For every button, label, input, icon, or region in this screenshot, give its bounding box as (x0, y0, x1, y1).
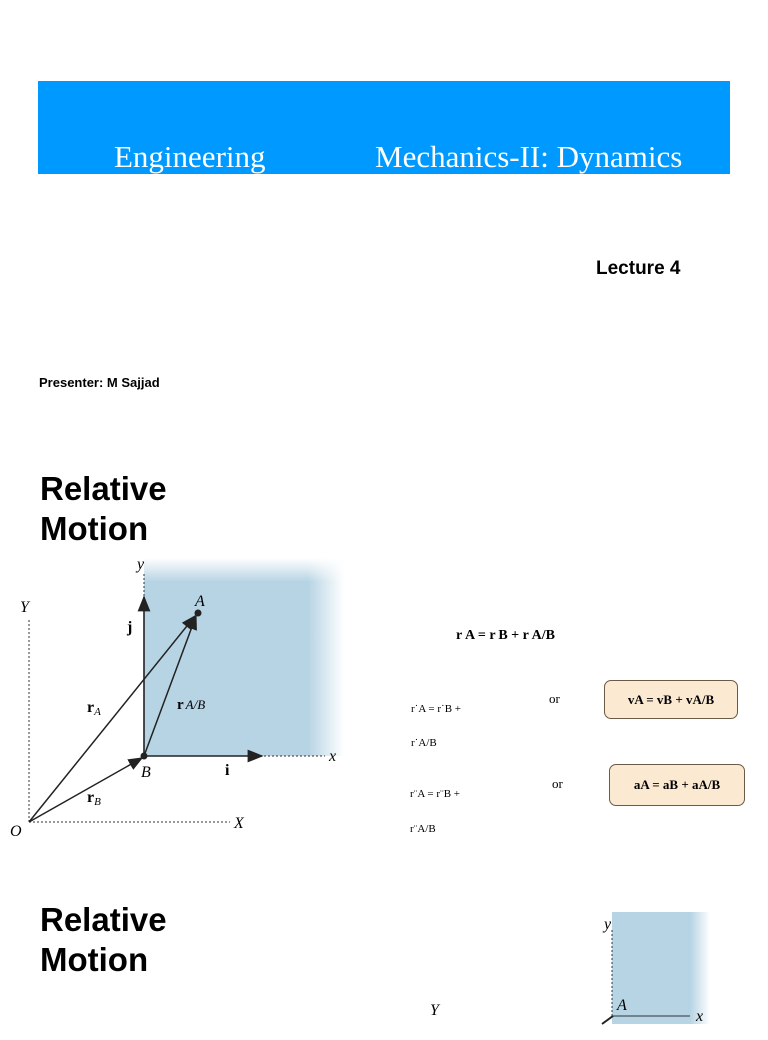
origin-label: O (10, 823, 22, 840)
point-a-dot (195, 610, 202, 617)
moving-x-label-2: x (696, 1008, 704, 1025)
title-engineering: Engineering (114, 139, 266, 174)
moving-y-label-2: y (604, 916, 612, 933)
heading-line-1: Relative (40, 901, 167, 938)
fixed-y-label: Y (20, 599, 29, 616)
acceleration-derivative-line-2: r¨A/B (410, 823, 436, 835)
relative-motion-diagram-2 (420, 900, 750, 1040)
fixed-x-label: X (234, 815, 244, 832)
position-equation: r A = r B + r A/B (456, 628, 556, 643)
velocity-derivative-line-2: r˙A/B (411, 737, 437, 749)
unit-i-label: i (225, 762, 230, 779)
point-b-dot (141, 753, 148, 760)
relative-motion-diagram (0, 550, 360, 850)
label-r-b: rB (87, 789, 101, 808)
heading-line-1: Relative (40, 470, 167, 507)
unit-j-label: j (127, 619, 133, 636)
vector-r-b (29, 758, 142, 822)
label-r-a: rA (87, 699, 101, 718)
or-label-acceleration: or (552, 776, 563, 791)
heading-line-2: Motion (40, 510, 149, 547)
lecture-label: Lecture 4 (596, 258, 681, 279)
heading-line-2: Motion (40, 941, 149, 978)
presenter-label: Presenter: M Sajjad (39, 375, 160, 390)
title-mechanics-dynamics: Mechanics-II: Dynamics (375, 139, 683, 174)
acceleration-derivative-line-1: r¨A = r¨B + (410, 788, 460, 800)
label-r-ab: r A/B (177, 697, 206, 713)
velocity-derivative-line-1: r˙A = r˙B + (411, 703, 461, 715)
moving-y-label: y (137, 556, 145, 573)
acceleration-equation-box: aA = aB + aA/B (609, 764, 745, 806)
point-b-label: B (141, 764, 151, 781)
velocity-equation-box: vA = vB + vA/B (604, 680, 738, 719)
vector-stub-2 (602, 1016, 613, 1024)
point-a-label-2: A (617, 997, 627, 1014)
point-a-label: A (195, 593, 205, 610)
section-heading-relative-motion (40, 469, 167, 549)
section-heading-relative-motion-2 (40, 900, 167, 980)
moving-x-label: x (329, 748, 337, 765)
or-label-velocity: or (549, 691, 560, 706)
fixed-y-label-2: Y (430, 1002, 439, 1019)
